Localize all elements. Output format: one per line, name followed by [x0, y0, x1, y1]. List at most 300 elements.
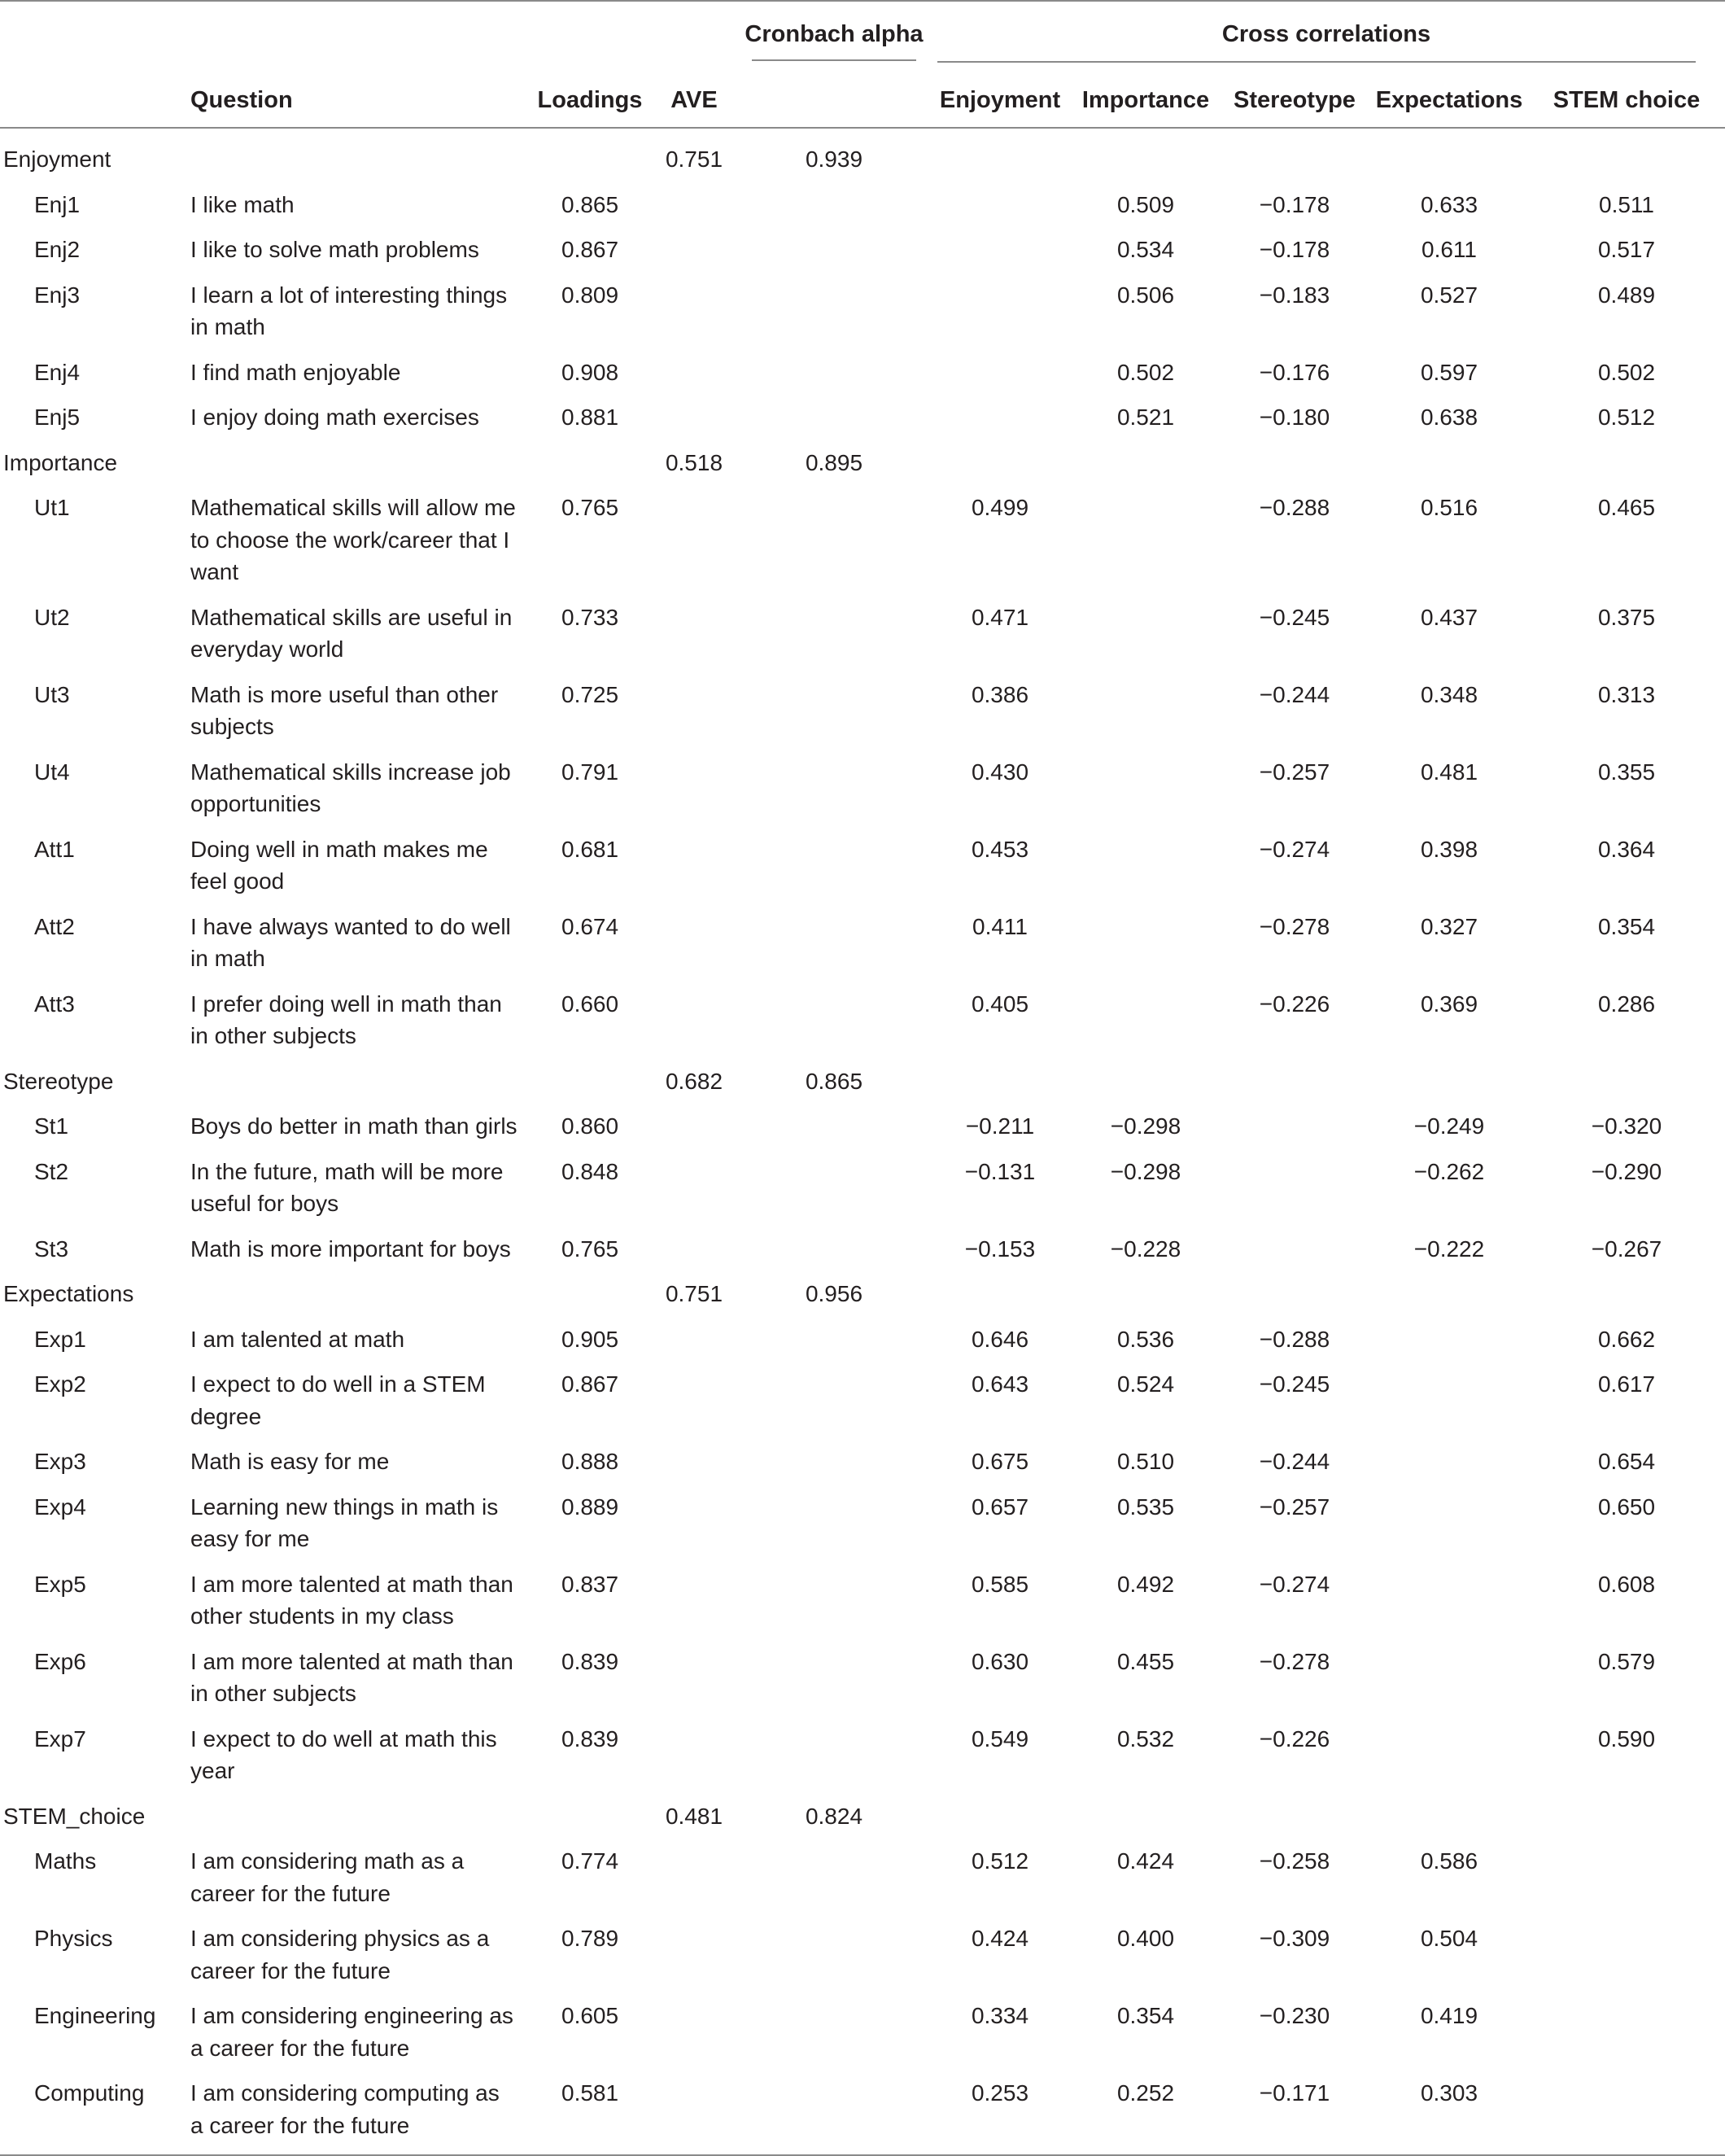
header-question: Question	[190, 87, 293, 113]
item-id: Enj3	[34, 282, 81, 308]
question-text: I expect to do well at math this year	[190, 1725, 497, 1783]
ave-cell: 0.751	[665, 1281, 723, 1306]
stereotype-cell	[1219, 1794, 1370, 1839]
item-id: Att3	[34, 991, 75, 1017]
ave-cell	[648, 672, 740, 750]
item-id: Engineering	[34, 2003, 156, 2028]
stereotype-value: −0.257	[1259, 759, 1330, 785]
importance-value: 0.536	[1116, 1326, 1175, 1352]
ave-cell	[648, 1362, 740, 1439]
stereotype-value: −0.288	[1259, 495, 1330, 520]
alpha-cell	[740, 1562, 928, 1639]
header-cronbach-alpha: Cronbach alpha	[740, 1, 928, 68]
loading-value: 0.733	[561, 604, 619, 630]
expectations-value: −0.222	[1413, 1235, 1485, 1262]
construct-label: Stereotype	[3, 1068, 114, 1094]
item-id: Exp2	[34, 1371, 86, 1397]
loading-value: 0.791	[561, 759, 619, 785]
ave-cell	[648, 273, 740, 350]
expectations-value	[1370, 1485, 1528, 1562]
question-text: I am considering computing as a career for the future	[190, 2080, 500, 2138]
item-row	[0, 1562, 1725, 1639]
item-id: Computing	[34, 2080, 145, 2106]
importance-value: 0.532	[1116, 1725, 1175, 1751]
expectations-value	[1370, 1439, 1528, 1485]
stereotype-value: −0.183	[1259, 282, 1330, 308]
loading-value: 0.837	[561, 1571, 619, 1597]
construct-label: Enjoyment	[3, 147, 111, 172]
expectations-value: 0.504	[1420, 1926, 1478, 1951]
loading-value: 0.581	[561, 2080, 619, 2106]
stem-choice-cell	[1528, 1271, 1725, 1317]
expectations-value: 0.633	[1420, 191, 1478, 217]
stem-choice-cell	[1528, 440, 1725, 486]
stereotype-value: −0.230	[1259, 2003, 1330, 2028]
alpha-cell	[740, 273, 928, 350]
item-row	[0, 750, 1725, 827]
enjoyment-cell	[928, 1794, 1072, 1839]
question-text: I learn a lot of interesting things in math	[190, 282, 508, 339]
stereotype-value: −0.245	[1259, 1371, 1330, 1397]
importance-value: −0.228	[1110, 1235, 1181, 1262]
enjoyment-value: 0.386	[971, 681, 1029, 707]
expectations-cell	[1370, 440, 1528, 486]
expectations-value: 0.437	[1420, 604, 1478, 630]
alpha-cell	[740, 1317, 928, 1362]
alpha-cell: 0.895	[805, 449, 863, 475]
importance-value: 0.455	[1116, 1648, 1175, 1674]
loading-cell	[532, 1271, 648, 1317]
item-row	[0, 485, 1725, 595]
question-text: I am considering engineering as a career for the future	[190, 2003, 513, 2061]
expectations-value	[1370, 1716, 1528, 1794]
stereotype-value: −0.257	[1259, 1493, 1330, 1520]
header-ave: AVE	[670, 87, 718, 113]
alpha-cell	[740, 1227, 928, 1272]
ave-cell	[648, 485, 740, 595]
stem-choice-value: 0.286	[1597, 991, 1656, 1017]
loading-value: 0.908	[561, 359, 619, 385]
expectations-cell	[1370, 1794, 1528, 1839]
item-id: Exp3	[34, 1449, 86, 1474]
enjoyment-value: 0.411	[972, 913, 1028, 939]
question-text: I have always wanted to do well in math	[190, 913, 511, 971]
item-row	[0, 982, 1725, 1059]
enjoyment-value: −0.153	[964, 1235, 1036, 1262]
loading-value: 0.765	[561, 495, 619, 520]
item-id: Ut2	[34, 604, 70, 630]
importance-value	[1072, 827, 1219, 904]
construct-label: STEM_choice	[3, 1803, 146, 1829]
loading-cell	[532, 128, 648, 182]
loading-value: 0.789	[561, 1926, 619, 1951]
item-row	[0, 1993, 1725, 2071]
loading-value: 0.839	[561, 1725, 619, 1751]
item-id: Enj4	[34, 359, 81, 385]
enjoyment-value: −0.211	[965, 1113, 1035, 1139]
loading-cell	[532, 1059, 648, 1104]
expectations-value: 0.516	[1420, 495, 1478, 520]
enjoyment-value: 0.453	[971, 836, 1029, 862]
item-id: Maths	[34, 1848, 97, 1874]
item-row	[0, 1317, 1725, 1362]
question-text: I am considering math as a career for the future	[190, 1848, 465, 1906]
header-enjoyment: Enjoyment	[939, 87, 1061, 113]
alpha-cell	[740, 1439, 928, 1485]
loading-value: 0.867	[561, 237, 619, 262]
loading-value: 0.888	[561, 1449, 619, 1474]
importance-cell	[1072, 1794, 1219, 1839]
expectations-value: 0.398	[1420, 836, 1478, 862]
item-id: Exp6	[34, 1648, 86, 1674]
item-row	[0, 672, 1725, 750]
ave-cell	[648, 595, 740, 672]
item-id: St2	[34, 1158, 69, 1184]
enjoyment-value	[928, 182, 1072, 228]
question-cell	[190, 1794, 532, 1839]
importance-value: 0.354	[1116, 2003, 1175, 2028]
stereotype-value: −0.278	[1259, 1648, 1330, 1674]
stem-choice-value: 0.465	[1597, 495, 1656, 520]
importance-value: 0.510	[1116, 1449, 1175, 1474]
expectations-value: 0.369	[1420, 991, 1478, 1017]
stem-choice-value: 0.375	[1597, 604, 1656, 630]
expectations-value: 0.597	[1420, 359, 1478, 385]
stem-choice-value: 0.579	[1597, 1648, 1656, 1674]
stereotype-cell	[1219, 1271, 1370, 1317]
alpha-cell: 0.956	[805, 1281, 863, 1306]
question-text: Boys do better in math than girls	[190, 1113, 518, 1139]
importance-cell	[1072, 128, 1219, 182]
item-row	[0, 273, 1725, 350]
expectations-value	[1370, 1562, 1528, 1639]
stereotype-value: −0.244	[1259, 681, 1330, 707]
item-id: Exp1	[34, 1326, 86, 1352]
loading-value: 0.660	[561, 991, 619, 1017]
importance-value: 0.509	[1116, 191, 1175, 217]
enjoyment-value: 0.430	[971, 759, 1029, 785]
construct-row	[0, 128, 1725, 182]
stereotype-value: −0.176	[1259, 359, 1330, 385]
item-row	[0, 395, 1725, 440]
stem-choice-value: −0.320	[1591, 1113, 1662, 1139]
enjoyment-value: −0.131	[964, 1158, 1036, 1184]
question-cell	[190, 1059, 532, 1104]
loading-value: 0.605	[561, 2003, 619, 2028]
cronbach-underline	[752, 59, 916, 61]
importance-value: 0.502	[1116, 359, 1175, 385]
enjoyment-value: 0.646	[971, 1326, 1029, 1352]
question-text: I expect to do well in a STEM degree	[190, 1371, 486, 1429]
question-text: I am considering physics as a career for the future	[190, 1926, 490, 1983]
expectations-value	[1370, 1317, 1528, 1362]
question-text: Mathematical skills are useful in everyday world	[190, 604, 513, 662]
stereotype-value: −0.226	[1259, 991, 1330, 1017]
alpha-cell	[740, 1916, 928, 1993]
question-cell	[190, 1271, 532, 1317]
loading-value: 0.674	[561, 913, 619, 939]
alpha-cell	[740, 1993, 928, 2071]
importance-value: 0.535	[1116, 1493, 1175, 1520]
enjoyment-value: 0.643	[971, 1371, 1029, 1397]
item-id: Enj2	[34, 237, 81, 262]
item-id: Ut4	[34, 759, 70, 785]
alpha-cell	[740, 2071, 928, 2155]
importance-value: 0.400	[1116, 1926, 1175, 1951]
importance-value: 0.252	[1116, 2080, 1175, 2106]
alpha-cell	[740, 1639, 928, 1716]
question-text: Mathematical skills will allow me to choose the work/career that I want	[190, 495, 516, 584]
enjoyment-cell	[928, 1271, 1072, 1317]
ave-cell	[648, 1317, 740, 1362]
loading-value: 0.774	[561, 1848, 619, 1874]
header-expectations: Expectations	[1375, 87, 1523, 113]
stem-choice-value: 0.502	[1597, 359, 1656, 385]
stereotype-value: −0.274	[1259, 836, 1330, 862]
alpha-cell	[740, 595, 928, 672]
item-row	[0, 1439, 1725, 1485]
loading-value: 0.725	[561, 681, 619, 707]
importance-value	[1072, 485, 1219, 595]
stem-choice-value: 0.489	[1597, 282, 1656, 308]
loading-cell	[532, 440, 648, 486]
enjoyment-value: 0.549	[971, 1725, 1029, 1751]
stem-choice-value: 0.354	[1597, 913, 1656, 939]
stereotype-value	[1219, 1149, 1370, 1227]
expectations-value: 0.348	[1420, 681, 1478, 707]
alpha-cell	[740, 1149, 928, 1227]
question-text: I find math enjoyable	[190, 359, 401, 385]
ave-cell	[648, 395, 740, 440]
stem-choice-value: 0.512	[1597, 405, 1656, 430]
stereotype-value: −0.178	[1259, 191, 1330, 217]
ave-cell	[648, 1562, 740, 1639]
ave-cell	[648, 1993, 740, 2071]
item-row	[0, 1839, 1725, 1916]
stereotype-cell	[1219, 128, 1370, 182]
item-row	[0, 2071, 1725, 2155]
stereotype-value: −0.309	[1259, 1926, 1330, 1951]
stereotype-value: −0.178	[1259, 237, 1330, 262]
alpha-cell	[740, 750, 928, 827]
stem-choice-value: 0.654	[1597, 1449, 1656, 1474]
ave-cell	[648, 182, 740, 228]
importance-value	[1072, 904, 1219, 982]
question-text: Math is more important for boys	[190, 1235, 511, 1262]
question-cell	[190, 440, 532, 486]
header-row-columns	[0, 68, 1725, 128]
stereotype-value: −0.171	[1259, 2080, 1330, 2106]
loading-value: 0.905	[561, 1326, 619, 1352]
enjoyment-value	[928, 227, 1072, 273]
alpha-cell	[740, 904, 928, 982]
importance-value: 0.492	[1116, 1571, 1175, 1597]
item-id: Ut1	[34, 495, 70, 520]
importance-value	[1072, 595, 1219, 672]
ave-cell: 0.682	[665, 1068, 723, 1094]
stem-choice-value: 0.355	[1597, 759, 1656, 785]
expectations-cell	[1370, 128, 1528, 182]
stem-choice-value	[1528, 1839, 1725, 1916]
item-id: Exp5	[34, 1571, 86, 1597]
question-text: Mathematical skills increase job opportunities	[190, 759, 511, 816]
item-row	[0, 1916, 1725, 1993]
enjoyment-value: 0.334	[971, 2003, 1029, 2028]
enjoyment-value: 0.499	[971, 495, 1029, 520]
item-row	[0, 595, 1725, 672]
loading-value: 0.681	[561, 836, 619, 862]
ave-cell: 0.481	[665, 1803, 723, 1829]
ave-cell	[648, 982, 740, 1059]
question-text: In the future, math will be more useful for boys	[190, 1158, 504, 1216]
stereotype-value: −0.245	[1259, 604, 1330, 630]
alpha-cell	[740, 672, 928, 750]
alpha-cell	[740, 1485, 928, 1562]
header-cross-correlations: Cross correlations	[928, 1, 1725, 68]
enjoyment-value: 0.471	[971, 604, 1029, 630]
ave-cell	[648, 1149, 740, 1227]
stereotype-cell	[1219, 440, 1370, 486]
item-row	[0, 827, 1725, 904]
enjoyment-value: 0.253	[971, 2080, 1029, 2106]
stereotype-value: −0.278	[1259, 913, 1330, 939]
ave-cell	[648, 1227, 740, 1272]
loading-value: 0.881	[561, 405, 619, 430]
item-row	[0, 350, 1725, 396]
stem-choice-value	[1528, 2071, 1725, 2155]
stem-choice-value: 0.617	[1597, 1371, 1656, 1397]
importance-value: 0.534	[1116, 237, 1175, 262]
expectations-value: 0.303	[1420, 2080, 1478, 2106]
item-row	[0, 1716, 1725, 1794]
loading-value: 0.809	[561, 282, 619, 308]
item-id: Enj1	[34, 191, 81, 217]
stereotype-value: −0.274	[1259, 1571, 1330, 1597]
enjoyment-value: 0.585	[971, 1571, 1029, 1597]
loading-value: 0.839	[561, 1648, 619, 1674]
construct-row	[0, 1794, 1725, 1839]
stem-choice-value	[1528, 1916, 1725, 1993]
construct-label: Importance	[3, 449, 118, 475]
alpha-cell: 0.824	[805, 1803, 863, 1829]
importance-value: −0.298	[1110, 1113, 1181, 1139]
ave-cell	[648, 1916, 740, 1993]
enjoyment-cell	[928, 128, 1072, 182]
question-cell	[190, 128, 532, 182]
item-id: Att2	[34, 913, 75, 939]
expectations-value: −0.262	[1413, 1158, 1485, 1184]
loading-cell	[532, 1794, 648, 1839]
stereotype-cell	[1219, 1059, 1370, 1104]
enjoyment-value: 0.405	[971, 991, 1029, 1017]
stereotype-value: −0.288	[1259, 1326, 1330, 1352]
expectations-value: 0.586	[1420, 1848, 1478, 1874]
header-stereotype: Stereotype	[1234, 87, 1356, 113]
item-row	[0, 1485, 1725, 1562]
loading-value: 0.865	[561, 191, 619, 217]
alpha-cell: 0.939	[805, 147, 863, 172]
enjoyment-value: 0.630	[971, 1648, 1029, 1674]
question-text: Math is easy for me	[190, 1449, 390, 1474]
item-id: Att1	[34, 836, 75, 862]
expectations-value: 0.327	[1420, 913, 1478, 939]
importance-value	[1072, 982, 1219, 1059]
stereotype-value	[1219, 1104, 1370, 1149]
alpha-cell	[740, 1362, 928, 1439]
item-id: Exp4	[34, 1493, 86, 1520]
item-row	[0, 227, 1725, 273]
header-importance: Importance	[1081, 87, 1210, 113]
enjoyment-value: 0.675	[971, 1449, 1029, 1474]
construct-row	[0, 1059, 1725, 1104]
alpha-cell	[740, 227, 928, 273]
enjoyment-value	[928, 350, 1072, 396]
enjoyment-value: 0.657	[971, 1493, 1029, 1520]
alpha-cell	[740, 1104, 928, 1149]
importance-value	[1072, 672, 1219, 750]
ave-cell	[648, 1439, 740, 1485]
enjoyment-cell	[928, 440, 1072, 486]
enjoyment-value: 0.424	[971, 1926, 1029, 1951]
ave-cell	[648, 1716, 740, 1794]
question-text: I am talented at math	[190, 1326, 405, 1352]
loading-value: 0.889	[561, 1493, 619, 1520]
item-row	[0, 904, 1725, 982]
item-row	[0, 1104, 1725, 1149]
expectations-value: 0.481	[1420, 759, 1478, 785]
question-text: I prefer doing well in math than in other subjects	[190, 991, 502, 1048]
question-text: I like to solve math problems	[190, 237, 479, 262]
ave-cell	[648, 750, 740, 827]
alpha-cell	[740, 395, 928, 440]
header-stem-choice: STEM choice	[1552, 87, 1701, 113]
question-text: I am more talented at math than in other subjects	[190, 1648, 513, 1706]
question-text: Learning new things in math is easy for me	[190, 1493, 499, 1551]
ave-cell	[648, 1839, 740, 1916]
construct-row	[0, 440, 1725, 486]
ave-cell	[648, 2071, 740, 2155]
construct-row	[0, 1271, 1725, 1317]
question-text: I am more talented at math than other students in my class	[190, 1571, 513, 1629]
header-loadings: Loadings	[537, 87, 643, 113]
question-text: I enjoy doing math exercises	[190, 405, 479, 430]
ave-cell	[648, 350, 740, 396]
stereotype-value: −0.226	[1259, 1725, 1330, 1751]
stem-choice-value: 0.511	[1599, 191, 1654, 217]
stereotype-value: −0.258	[1259, 1848, 1330, 1874]
expectations-value: −0.249	[1413, 1113, 1485, 1139]
item-row	[0, 1227, 1725, 1272]
stem-choice-value: 0.364	[1597, 836, 1656, 862]
expectations-value: 0.611	[1421, 237, 1477, 262]
header-row-top	[0, 1, 1725, 68]
alpha-cell: 0.865	[805, 1068, 863, 1094]
item-id: Exp7	[34, 1725, 86, 1751]
item-row	[0, 1149, 1725, 1227]
ave-cell: 0.518	[665, 449, 723, 475]
alpha-cell	[740, 182, 928, 228]
construct-label: Expectations	[3, 1281, 134, 1306]
question-text: Doing well in math makes me feel good	[190, 836, 488, 894]
importance-value	[1072, 750, 1219, 827]
ave-cell	[648, 1485, 740, 1562]
ave-cell	[648, 827, 740, 904]
item-row	[0, 1362, 1725, 1439]
importance-value: 0.424	[1116, 1848, 1175, 1874]
alpha-cell	[740, 982, 928, 1059]
stem-choice-value: 0.662	[1597, 1326, 1656, 1352]
alpha-cell	[740, 485, 928, 595]
